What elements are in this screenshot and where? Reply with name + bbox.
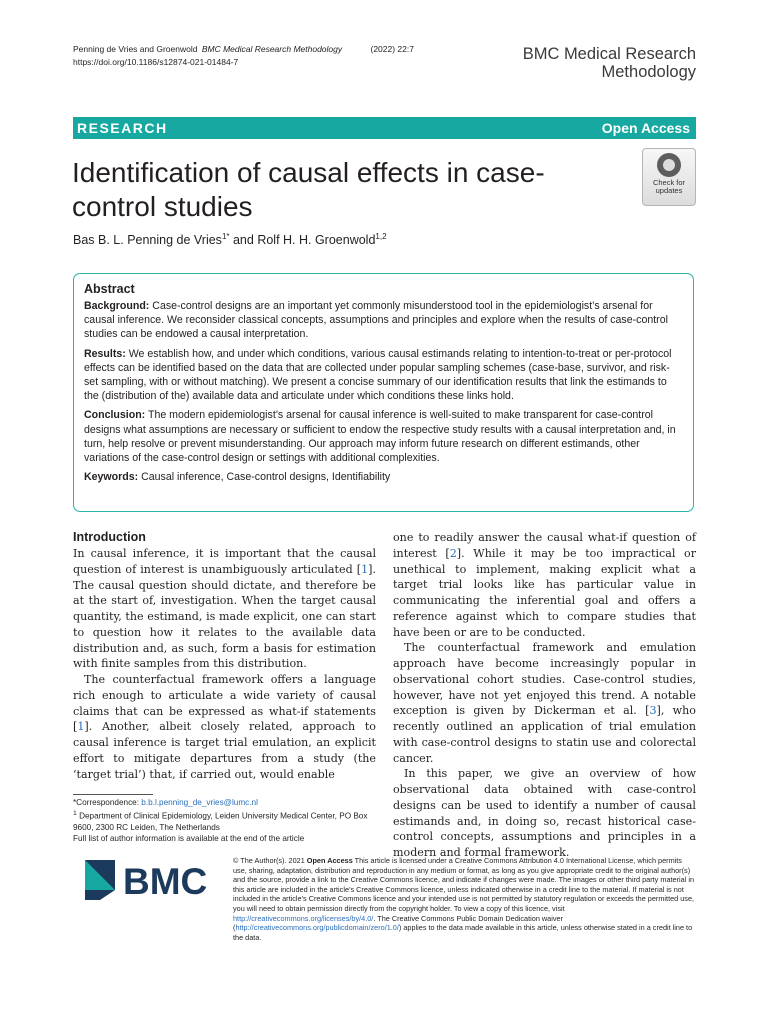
paragraph-1 (73, 546, 376, 672)
license-prefix: © The Author(s). 2021 (233, 856, 307, 865)
license-notice (233, 856, 696, 942)
license-link-cc-by[interactable]: http://creativecommons.org/licenses/by/4.0/ (233, 913, 374, 923)
correspondence-email[interactable]: b.b.l.penning_de_vries@lumc.nl (141, 798, 258, 807)
badge-line1: Check for (652, 178, 686, 187)
citation-doi[interactable]: https://doi.org/10.1186/s12874-021-01484-7 (73, 57, 239, 67)
affiliation-number: 1 (73, 810, 77, 817)
conclusion-label: Conclusion: (84, 409, 146, 422)
abstract-results (84, 347, 683, 404)
p3-text-a: one to readily answer the causal what-if question of interest [ (393, 531, 696, 560)
abstract-keywords (84, 470, 683, 484)
citation-line (73, 43, 416, 56)
p4-text-a: The counterfactual framework and emulation approach have become increasingly popular in observational cohort studies. Case-control studies, however, have not yet enjoyed this trend. A notable exception is given by Dickerman et al. [ (393, 641, 696, 718)
citation-link-3[interactable]: 3 (649, 704, 657, 718)
abstract-background (84, 299, 683, 342)
section-heading-introduction: Introduction (73, 530, 146, 544)
conclusion-text: The modern epidemiologist’s arsenal for causal inference is well-suited to make transparent for case-control designs what assumptions are necessary or sufficient to endow the respective study results with a causal interpretation and, in turn, help resolve or prevent misunderstanding. Our approach may inform future research on different estimands, other variations of the case-control design or settings with additional complexities. (84, 409, 676, 465)
p1-text-b: ]. The causal question should dictate, and therefore be at the start of, investigation. When the target causal quantity, the estimand, is made explicit, one can start to question how it relates to the available data distribution and, as such, form a basis for estimation with finite samples from this distribution. (73, 562, 376, 671)
background-label: Background: (84, 300, 150, 312)
correspondence-label: *Correspondence: (73, 798, 142, 807)
license-link-cc0[interactable]: http://creativecommons.org/publicdomain/zero/1.0/ (235, 923, 399, 933)
license-text-3: ) applies to the data made available in this article, unless otherwise stated in a credit line to the data. (233, 923, 693, 942)
citation-link-2[interactable]: 2 (449, 546, 457, 560)
bmc-logo-text: BMC (123, 861, 208, 900)
journal-logo (523, 45, 696, 81)
results-text: We establish how, and under which conditions, various causal estimands relating to intention-to-treat or per-protocol effects can be identified based on the data that are collected under popular sampling schemes (case-base, survivor, and risk-set sampling, with or without matching). We present a concise summary of our identification results that link the estimands to the (distribution of the) available data and articulate under which conditions these links hold. (84, 347, 672, 403)
author-list (73, 232, 387, 247)
license-text-2: . The Creative Commons Public Domain Dedication waiver ( (233, 913, 563, 933)
author-joiner: and (229, 233, 258, 248)
check-for-updates-badge[interactable] (642, 148, 696, 206)
body-column-right (393, 530, 696, 861)
article-type-banner (73, 117, 696, 139)
keywords-label: Keywords: (84, 471, 139, 484)
affiliation-text: Department of Clinical Epidemiology, Leiden University Medical Center, PO Box 9600, 2300 RC Leiden, The Netherlands (73, 811, 368, 832)
crossmark-icon (657, 153, 681, 177)
author-2: Rolf H. H. Groenwold (257, 233, 376, 248)
license-open-access: Open Access (306, 856, 353, 865)
badge-line2: updates (655, 186, 683, 195)
abstract-box (73, 273, 694, 512)
open-access-label: Open Access (601, 120, 690, 136)
abstract-conclusion (84, 408, 683, 465)
keywords-text: Causal inference, Case-control designs, Identifiability (141, 471, 391, 484)
citation-link-1[interactable]: 1 (361, 562, 369, 576)
p3-text-b: ]. While it may be too impractical or unethical to implement, making explicit what a target trial looks like has particular value in communicating the inferential goal and offers a reference against which to compare studies that have been or are to be conducted. (393, 546, 696, 639)
journal-logo-line1: BMC Medical Research (522, 45, 696, 63)
paragraph-4 (393, 640, 696, 766)
footnotes (73, 797, 376, 844)
p2-text-a: The counterfactual framework offers a language rich enough to articulate a wide variety of causal claims that can be expressed as what-if statements [ (73, 673, 376, 734)
body-column-left (73, 530, 376, 782)
article-type-label: RESEARCH (77, 120, 168, 136)
author-1: Bas B. L. Penning de Vries (73, 233, 222, 248)
full-list-note: Full list of author information is available at the end of the article (73, 833, 305, 843)
bmc-publisher-logo (85, 860, 220, 900)
correspondence (73, 797, 376, 808)
paragraph-2 (73, 672, 376, 782)
results-label: Results: (84, 347, 126, 360)
journal-logo-line2: Methodology (601, 63, 696, 81)
author-2-affil: 1,2 (375, 232, 387, 241)
citation-link-1b[interactable]: 1 (77, 720, 85, 734)
abstract-heading: Abstract (84, 282, 135, 296)
citation-authors: Penning de Vries and Groenwold (73, 44, 198, 54)
p2-text-b: ]. Another, albeit closely related, approach to causal inference is target trial emulation, an explicit effort to mitigate departures from a study (the ‘target trial’) that, if carried out, would enable (73, 720, 376, 781)
citation-year-volume: (2022) 22:7 (370, 44, 414, 54)
p1-text-a: In causal inference, it is important that the causal question of interest is unambiguously articulated [ (73, 547, 376, 576)
footnote-divider (73, 794, 153, 795)
article-title: Identification of causal effects in case-control studies (72, 157, 545, 222)
p4-text-b: ], who recently outlined an application of trial emulation with case-control designs to statin use and colorectal cancer. (393, 704, 696, 765)
author-1-affil: 1* (221, 232, 230, 241)
citation-header (73, 43, 416, 69)
background-text: Case-control designs are an important yet commonly misunderstood tool in the epidemiologist’s arsenal for causal inference. We reconsider classical concepts, assumptions and principles and explore when the results of case-control studies can be endowed a causal interpretation. (84, 300, 668, 341)
paragraph-3 (393, 530, 696, 640)
license-text-1: This article is licensed under a Creative Commons Attribution 4.0 International License, which permits use, sharing, adaptation, distribution and reproduction in any medium or format, as long as you give appropriate credit to the original author(s) and the source, provide a link to the Creative Commons licence, and indicate if changes were made. The images or other third party material in this article are included in the article’s Creative Commons licence, unless indicated otherwise in a credit line to the material. If material is not included in the article’s Creative Commons licence and your intended use is not permitted by statutory regulation or exceeds the permitted use, you will need to obtain permission directly from the copyright holder. To view a copy of this licence, visit (233, 856, 695, 913)
paragraph-5: In this paper, we give an overview of how observational data obtained with case-control designs can be used to identify a number of causal estimands and, in doing so, recast historical case-control concepts, assumptions and principles in a modern and formal framework. (393, 767, 696, 859)
citation-journal: BMC Medical Research Methodology (201, 44, 343, 54)
affiliation (73, 808, 376, 833)
